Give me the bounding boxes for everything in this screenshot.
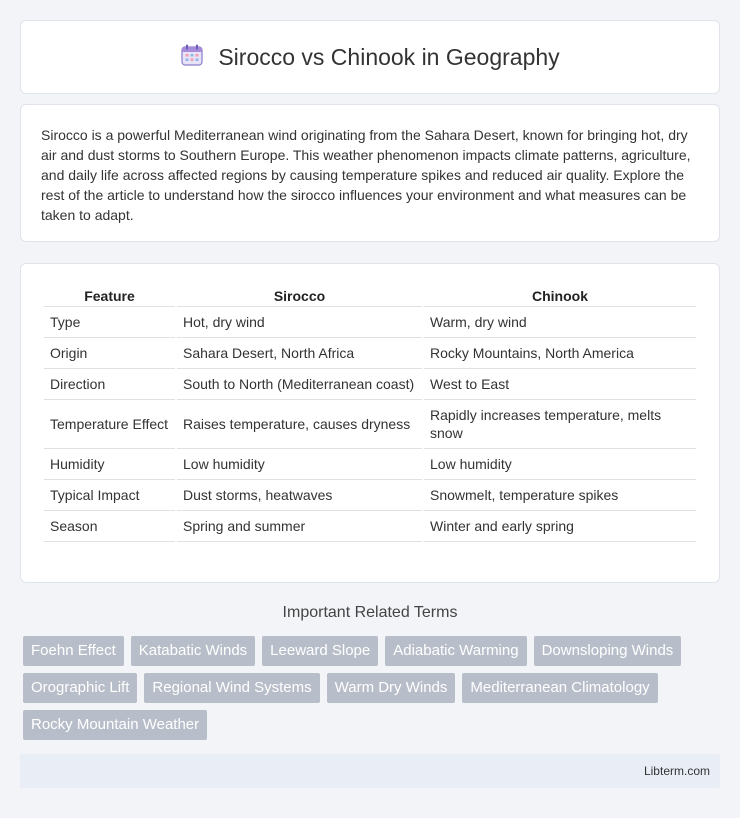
tag-mediterranean-climatology[interactable]: Mediterranean Climatology xyxy=(462,673,657,703)
table-cell: Spring and summer xyxy=(177,511,422,542)
header-sirocco: Sirocco xyxy=(177,286,422,307)
header-chinook: Chinook xyxy=(424,286,696,307)
header xyxy=(180,43,559,72)
tag-warm-dry-winds[interactable]: Warm Dry Winds xyxy=(327,673,456,703)
table-cell: Low humidity xyxy=(424,449,696,480)
related-terms-tags xyxy=(23,636,723,740)
table-row xyxy=(44,400,696,449)
comparison-table xyxy=(42,286,698,542)
page-title: Sirocco vs Chinook in Geography xyxy=(218,43,560,70)
table-cell: Typical Impact xyxy=(44,480,175,511)
table-cell: Sahara Desert, North Africa xyxy=(177,338,422,369)
tag-leeward-slope[interactable]: Leeward Slope xyxy=(262,636,378,666)
tag-foehn-effect[interactable]: Foehn Effect xyxy=(23,636,124,666)
table-cell: Low humidity xyxy=(177,449,422,480)
tag-katabatic-winds[interactable]: Katabatic Winds xyxy=(131,636,255,666)
footer-site-link[interactable]: Libterm.com xyxy=(643,764,710,778)
table-header-row xyxy=(44,286,696,307)
table-row xyxy=(44,369,696,400)
table-row xyxy=(44,480,696,511)
table-cell: Rocky Mountains, North America xyxy=(424,338,696,369)
tag-adiabatic-warming[interactable]: Adiabatic Warming xyxy=(385,636,526,666)
table-cell: Warm, dry wind xyxy=(424,307,696,338)
intro-paragraph: Sirocco is a powerful Mediterranean wind originating from the Sahara Desert, known for bringing hot, dry air and dust storms to Southern Europe. This weather phenomenon impacts climate patterns, agriculture, and daily life across affected regions by causing temperature spikes and reduced air quality. Explore the rest of the article to understand how the sirocco influences your environment and what measures can be taken to adapt. xyxy=(41,127,691,223)
table-cell: Snowmelt, temperature spikes xyxy=(424,480,696,511)
footer xyxy=(20,754,720,788)
tag-orographic-lift[interactable]: Orographic Lift xyxy=(23,673,137,703)
table-row xyxy=(44,449,696,480)
table-row xyxy=(44,511,696,542)
table-row xyxy=(44,338,696,369)
table-cell: Direction xyxy=(44,369,175,400)
table-cell: Origin xyxy=(44,338,175,369)
header-feature: Feature xyxy=(44,286,175,307)
table-cell: Season xyxy=(44,511,175,542)
header-card xyxy=(20,20,720,94)
tag-downsloping-winds[interactable]: Downsloping Winds xyxy=(534,636,682,666)
table-cell: Temperature Effect xyxy=(44,400,175,449)
table-cell: Winter and early spring xyxy=(424,511,696,542)
tag-rocky-mountain-weather[interactable]: Rocky Mountain Weather xyxy=(23,710,207,740)
table-cell: Humidity xyxy=(44,449,175,480)
tag-regional-wind-systems[interactable]: Regional Wind Systems xyxy=(144,673,319,703)
table-cell: West to East xyxy=(424,369,696,400)
related-terms-title: Important Related Terms xyxy=(282,604,458,621)
intro-card xyxy=(20,104,720,242)
table-cell: Type xyxy=(44,307,175,338)
calendar-icon xyxy=(180,43,204,72)
table-cell: South to North (Mediterranean coast) xyxy=(177,369,422,400)
table-cell: Rapidly increases temperature, melts snow xyxy=(424,400,696,449)
comparison-card xyxy=(20,263,720,583)
table-cell: Hot, dry wind xyxy=(177,307,422,338)
table-cell: Raises temperature, causes dryness xyxy=(177,400,422,449)
table-cell: Dust storms, heatwaves xyxy=(177,480,422,511)
table-row xyxy=(44,307,696,338)
